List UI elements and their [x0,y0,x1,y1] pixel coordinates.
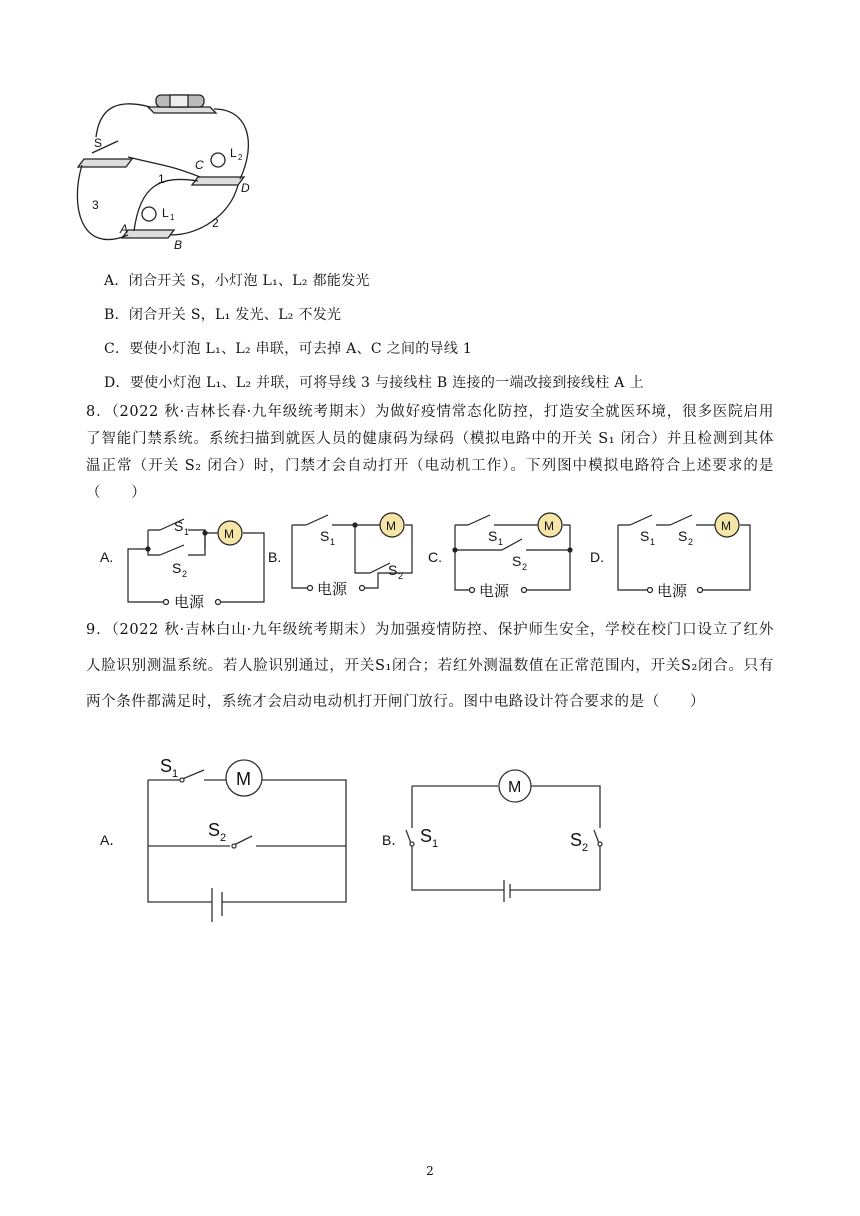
q8-b-s2-sub: 2 [398,571,404,581]
q8-a-s2-sub: 2 [182,569,188,579]
q8-d-motor: M [721,519,731,533]
q9-question-text: 9．（2022 秋·吉林白山·九年级统考期末）为加强疫情防控、保护师生安全，学校在校门口设立了红外人脸识别测温系统。若人脸识别通过，开关S₁闭合；若红外测温数值在正常范围内，开关S₂闭合。只有两个条件都满足时，系统才会启动电动机打开闸门放行。图中电路设计符合要求的是（ ） [86,622,774,710]
q7-circuit-figure [70,85,270,255]
q8-question-text: 8．（2022 秋·吉林长春·九年级统考期末）为做好疫情常态化防控，打造安全就医环境，很多医院启用了智能门禁系统。系统扫描到就医人员的健康码为绿码（模拟电路中的开关 S₁ 闭合）并且检测到其体温正常（开关 S₂ 闭合）时，门禁才会自动打开（电动机工作）。下列图中模拟电路符合上述要求的是（ ） [86,404,774,501]
q9-b-s1: S [420,826,433,846]
q8-b-label: B. [268,549,282,565]
q7-option-c: C．要使小灯泡 L₁、L₂ 串联，可去掉 A、C 之间的导线 1 [104,341,473,357]
q8-a-label: A. [100,549,114,565]
q9-a-label: A． [100,832,124,848]
q7-label-s: S [94,136,103,150]
q8-a-s1: S [174,518,184,534]
q9-a-s1: S [160,756,173,776]
q9-a-s2-sub: 2 [220,832,227,844]
q9-a-s2: S [208,820,221,840]
q7-label-l2-sub: 2 [238,153,243,162]
q7-label-c: C [195,158,204,172]
q8-c-s2: S [512,553,522,569]
q7-label-l1: L [162,206,169,220]
q7-option-a: A．闭合开关 S，小灯泡 L₁、L₂ 都能发光 [104,273,370,289]
q8-b-s2: S [388,562,398,578]
q9-a-motor: M [236,769,251,789]
q8-d-s1-sub: 1 [650,537,656,547]
q8-c-s1: S [488,528,498,544]
q7-option-b: B．闭合开关 S，L₁ 发光、L₂ 不发光 [104,307,342,323]
q9-b-motor: M [508,779,522,796]
q7-label-d: D [241,181,250,195]
q8-b-s1: S [320,528,330,544]
q7-label-b: B [174,238,183,252]
page-number: 2 [426,1164,434,1178]
q8-d-power: 电源 [657,583,688,600]
q8-c-motor: M [544,519,554,533]
q8-b-motor: M [386,519,396,533]
q7-label-wire-1: 1 [158,172,165,186]
q8-b-power: 电源 [317,581,348,598]
q7-label-wire-2: 2 [212,216,219,230]
q9-b-label: B． [382,832,406,848]
q8-c-s2-sub: 2 [522,562,528,572]
q9-b-s1-sub: 1 [432,838,439,850]
q8-circuits-figure [100,505,770,610]
q8-c-label: C. [428,549,442,565]
q8-d-label: D. [590,549,604,565]
q8-d-s2-sub: 2 [688,537,694,547]
q8-c-s1-sub: 1 [498,537,504,547]
q8-d-s2: S [678,528,688,544]
q8-c-power: 电源 [479,583,510,600]
q8-a-s1-sub: 1 [184,527,190,537]
q9-circuits-figure [100,750,620,935]
q7-label-wire-3: 3 [92,198,99,212]
q7-label-l2: L [230,146,237,160]
q7-label-a: A [120,222,129,236]
q8-a-s2: S [172,560,182,576]
q8-d-s1: S [640,528,650,544]
q7-label-l1-sub: 1 [170,213,175,222]
q9-b-s2: S [570,830,583,850]
q8-a-motor: M [224,527,234,541]
q9-b-s2-sub: 2 [582,842,589,854]
q7-option-d: D．要使小灯泡 L₁、L₂ 并联，可将导线 3 与接线柱 B 连接的一端改接到接线柱 A 上 [104,375,644,391]
q8-b-s1-sub: 1 [330,537,336,547]
q8-a-power: 电源 [174,594,205,610]
q9-a-s1-sub: 1 [172,768,179,780]
